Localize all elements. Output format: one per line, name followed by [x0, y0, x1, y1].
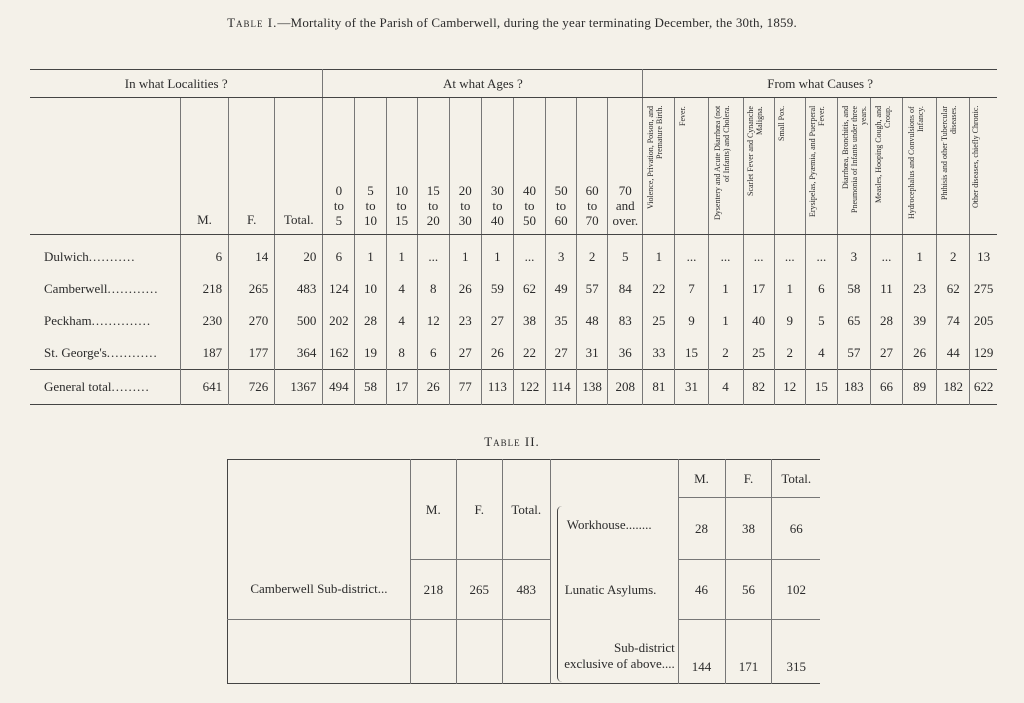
- district-total: 483: [502, 560, 550, 620]
- table-cell: 44: [937, 337, 970, 370]
- age-column-header: 40 to 50: [513, 98, 545, 235]
- table-cell: 494: [323, 370, 355, 405]
- locality-name: Peckham..............: [44, 313, 152, 328]
- table-cell: 10: [355, 273, 386, 305]
- table-cell: 1: [708, 273, 743, 305]
- age-column-header: 5 to 10: [355, 98, 386, 235]
- table-cell: 7: [675, 273, 708, 305]
- table-cell: 39: [903, 305, 937, 337]
- cause-column-header: Fever.: [675, 98, 708, 235]
- cause-column-header: Dysentery and Acute Diarrhœa (not of Infants) and Cholera.: [708, 98, 743, 235]
- female-column-header: F.: [229, 98, 275, 235]
- table-cell: 1: [386, 235, 417, 274]
- cause-column-header: Small Pox.: [774, 98, 805, 235]
- table-cell: 35: [546, 305, 577, 337]
- table-cell: 641: [180, 370, 228, 405]
- subdivision-labels: [550, 460, 678, 684]
- t2-female-header: F.: [456, 460, 502, 560]
- table-cell: 6: [805, 273, 837, 305]
- table-cell: 84: [608, 273, 643, 305]
- table-cell: 2: [774, 337, 805, 370]
- table-cell: 25: [643, 305, 675, 337]
- workhouse-total: 66: [772, 498, 820, 560]
- table-cell: 26: [417, 370, 449, 405]
- table-cell: 122: [513, 370, 545, 405]
- table-cell: 6: [417, 337, 449, 370]
- table-cell: 57: [837, 337, 870, 370]
- t2-sub-male-header: M.: [678, 460, 725, 498]
- table-cell: ...: [417, 235, 449, 274]
- table-cell: 28: [355, 305, 386, 337]
- table-cell: 57: [577, 273, 608, 305]
- empty-cell: [456, 620, 502, 684]
- table-cell: 58: [355, 370, 386, 405]
- table-cell: 22: [513, 337, 545, 370]
- table-cell: 6: [323, 235, 355, 274]
- table-cell: 27: [546, 337, 577, 370]
- table-cell: 26: [449, 273, 481, 305]
- district-header-cell: [228, 460, 411, 560]
- t2-total-header: Total.: [502, 460, 550, 560]
- table-cell: 1367: [275, 370, 323, 405]
- table-cell: 8: [417, 273, 449, 305]
- table-cell: 275: [970, 273, 997, 305]
- table1-title-label: Table I.: [227, 15, 278, 30]
- table-cell: 1: [481, 235, 513, 274]
- table-cell: 40: [743, 305, 774, 337]
- table-cell: 4: [386, 305, 417, 337]
- table-cell: 65: [837, 305, 870, 337]
- table-cell: 4: [805, 337, 837, 370]
- exclusive-total: 315: [772, 620, 820, 684]
- table-cell: 4: [386, 273, 417, 305]
- table-cell: ...: [870, 235, 902, 274]
- table-cell: 15: [675, 337, 708, 370]
- table-cell: 13: [970, 235, 997, 274]
- table-cell: 2: [937, 235, 970, 274]
- cause-column-header: Erysipelas, Pyæmia, and Puerperal Fever.: [805, 98, 837, 235]
- table-cell: 11: [870, 273, 902, 305]
- table-cell: 28: [870, 305, 902, 337]
- table-cell: 27: [449, 337, 481, 370]
- table-cell: 15: [805, 370, 837, 405]
- table-cell: ...: [743, 235, 774, 274]
- cause-column-header: Phthisis and other Tubercular diseases.: [937, 98, 970, 235]
- locality-column-header: [30, 98, 180, 235]
- cause-column-header: Violence, Privation, Poison, and Premature Birth.: [643, 98, 675, 235]
- table-cell: 177: [229, 337, 275, 370]
- table1-title-text: —Mortality of the Parish of Camberwell, during the year terminating December, the 30th, 1859.: [277, 15, 797, 30]
- table-cell: 726: [229, 370, 275, 405]
- table-cell: 124: [323, 273, 355, 305]
- cause-column-header: Diarrhœa, Bronchitis, and Pneumonia of Infants under three years.: [837, 98, 870, 235]
- workhouse-m: 28: [678, 498, 725, 560]
- table-cell: 89: [903, 370, 937, 405]
- table-cell: ...: [513, 235, 545, 274]
- table-cell: 1: [903, 235, 937, 274]
- table-cell: 62: [513, 273, 545, 305]
- table-cell: 36: [608, 337, 643, 370]
- age-column-header: 30 to 40: [481, 98, 513, 235]
- table-cell: 5: [805, 305, 837, 337]
- table-cell: 162: [323, 337, 355, 370]
- empty-cell: [410, 620, 456, 684]
- table-cell: 8: [386, 337, 417, 370]
- table-cell: 230: [180, 305, 228, 337]
- age-column-header: 70 and over.: [608, 98, 643, 235]
- age-column-header: 20 to 30: [449, 98, 481, 235]
- table1-title: [0, 15, 1024, 31]
- locality-name: General total.........: [30, 370, 180, 405]
- table-cell: 31: [577, 337, 608, 370]
- table-cell: 2: [708, 337, 743, 370]
- lunatic-f: 56: [725, 560, 772, 620]
- table-cell: 25: [743, 337, 774, 370]
- exclusive-f: 171: [725, 620, 772, 684]
- table-cell: 66: [870, 370, 902, 405]
- table-cell: 26: [481, 337, 513, 370]
- table-cell: 202: [323, 305, 355, 337]
- table-cell: ...: [675, 235, 708, 274]
- table-cell: 183: [837, 370, 870, 405]
- table-cell: 12: [417, 305, 449, 337]
- table-cell: 22: [643, 273, 675, 305]
- district-m: 218: [410, 560, 456, 620]
- table-cell: 27: [481, 305, 513, 337]
- age-column-header: 15 to 20: [417, 98, 449, 235]
- district-f: 265: [456, 560, 502, 620]
- male-column-header: M.: [180, 98, 228, 235]
- table-cell: 23: [903, 273, 937, 305]
- table-cell: 622: [970, 370, 997, 405]
- total-column-header: Total.: [275, 98, 323, 235]
- table-cell: 1: [708, 305, 743, 337]
- localities-header: In what Localities ?: [30, 70, 323, 98]
- ages-header: At what Ages ?: [323, 70, 643, 98]
- table-cell: 1: [774, 273, 805, 305]
- table-cell: 59: [481, 273, 513, 305]
- table-cell: 62: [937, 273, 970, 305]
- table-cell: ...: [774, 235, 805, 274]
- table-row: [30, 305, 997, 337]
- table-cell: 38: [513, 305, 545, 337]
- brace-shape: [557, 506, 562, 682]
- table-cell: ...: [708, 235, 743, 274]
- table-cell: 20: [275, 235, 323, 274]
- table-cell: 1: [355, 235, 386, 274]
- table-cell: 3: [837, 235, 870, 274]
- table-cell: 270: [229, 305, 275, 337]
- locality-name: St. George's............: [44, 345, 158, 360]
- table-cell: 114: [546, 370, 577, 405]
- table-row: [30, 337, 997, 370]
- table-cell: 364: [275, 337, 323, 370]
- table-cell: 208: [608, 370, 643, 405]
- table-cell: 500: [275, 305, 323, 337]
- table-cell: 138: [577, 370, 608, 405]
- table-cell: 12: [774, 370, 805, 405]
- table-cell: 5: [608, 235, 643, 274]
- exclusive-m: 144: [678, 620, 725, 684]
- table-cell: 31: [675, 370, 708, 405]
- table-cell: 6: [180, 235, 228, 274]
- table-cell: 9: [774, 305, 805, 337]
- table-cell: 26: [903, 337, 937, 370]
- workhouse-label: Workhouse........: [566, 517, 652, 532]
- cause-column-header: Measles, Hooping Cough, and Croup.: [870, 98, 902, 235]
- table-cell: 77: [449, 370, 481, 405]
- cause-column-header: Other diseases, chiefly Chronic.: [970, 98, 997, 235]
- table-cell: 9: [675, 305, 708, 337]
- table-cell: 74: [937, 305, 970, 337]
- table-cell: 2: [577, 235, 608, 274]
- table-cell: 182: [937, 370, 970, 405]
- table-cell: 58: [837, 273, 870, 305]
- table-cell: 218: [180, 273, 228, 305]
- cause-column-header: Hydrocephalus and Convulsions of Infancy.: [903, 98, 937, 235]
- table-cell: 23: [449, 305, 481, 337]
- t2-sub-total-header: Total.: [772, 460, 820, 498]
- lunatic-total: 102: [772, 560, 820, 620]
- age-column-header: 0 to 5: [323, 98, 355, 235]
- table-cell: ...: [805, 235, 837, 274]
- table-cell: 3: [546, 235, 577, 274]
- table-cell: 33: [643, 337, 675, 370]
- age-column-header: 50 to 60: [546, 98, 577, 235]
- age-column-header: 10 to 15: [386, 98, 417, 235]
- table-cell: 27: [870, 337, 902, 370]
- table-cell: 48: [577, 305, 608, 337]
- subdistrict-table: [227, 459, 820, 684]
- table-cell: 83: [608, 305, 643, 337]
- workhouse-f: 38: [725, 498, 772, 560]
- table-cell: 17: [386, 370, 417, 405]
- lunatic-m: 46: [678, 560, 725, 620]
- table-cell: 82: [743, 370, 774, 405]
- table-row: [30, 235, 997, 274]
- locality-name: Camberwell............: [44, 281, 159, 296]
- empty-cell: [228, 620, 411, 684]
- table2-title: Table II.: [484, 434, 540, 449]
- table-cell: 265: [229, 273, 275, 305]
- empty-cell: [502, 620, 550, 684]
- table-cell: 187: [180, 337, 228, 370]
- mortality-table-body: [30, 235, 997, 405]
- column-header-row: [30, 98, 997, 235]
- age-column-header: 60 to 70: [577, 98, 608, 235]
- t2-sub-female-header: F.: [725, 460, 772, 498]
- table-cell: 81: [643, 370, 675, 405]
- causes-header: From what Causes ?: [643, 70, 997, 98]
- table-cell: 113: [481, 370, 513, 405]
- lunatic-asylums-label: Lunatic Asylums.: [564, 582, 657, 597]
- table-cell: 4: [708, 370, 743, 405]
- t2-male-header: M.: [410, 460, 456, 560]
- subdistrict-exclusive-label: Sub-district exclusive of above....: [564, 640, 675, 671]
- group-header-row: [30, 70, 997, 98]
- mortality-table: [30, 69, 997, 405]
- general-total-row: [30, 370, 997, 405]
- table-cell: 49: [546, 273, 577, 305]
- table-cell: 19: [355, 337, 386, 370]
- table-row: [30, 273, 997, 305]
- cause-column-header: Scarlet Fever and Cynanche Maligna.: [743, 98, 774, 235]
- table-cell: 483: [275, 273, 323, 305]
- locality-name: Dulwich...........: [44, 249, 136, 264]
- table-cell: 205: [970, 305, 997, 337]
- table-cell: 1: [449, 235, 481, 274]
- table-cell: 1: [643, 235, 675, 274]
- district-name: Camberwell Sub-district...: [228, 560, 411, 620]
- table-cell: 17: [743, 273, 774, 305]
- table-cell: 14: [229, 235, 275, 274]
- table-cell: 129: [970, 337, 997, 370]
